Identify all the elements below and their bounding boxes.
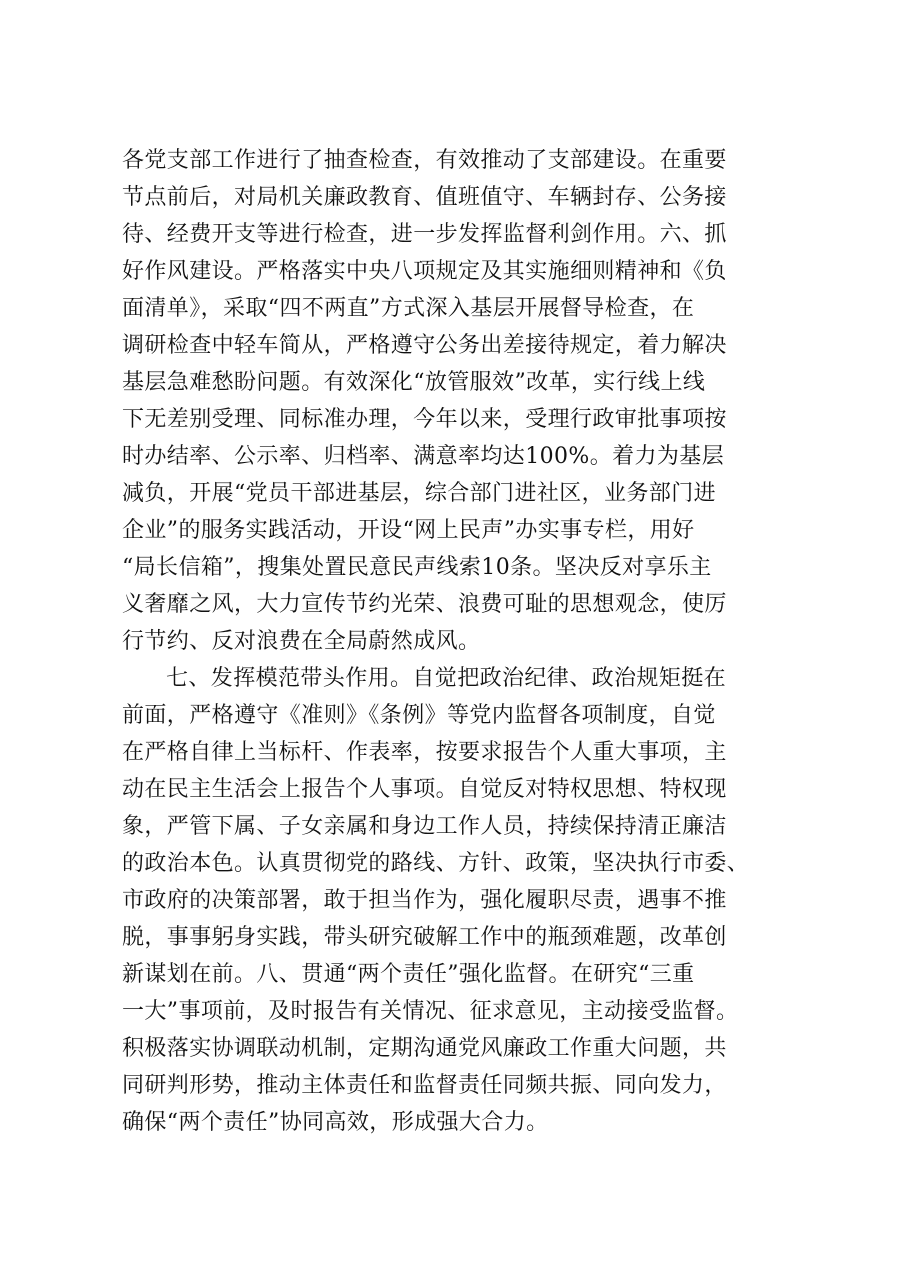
paragraph-line: 动在民主生活会上报告个人事项。自觉反对特权思想、特权现 (122, 777, 727, 802)
paragraph-line: 象，严管下属、子女亲属和身边工作人员，持续保持清正廉洁 (122, 814, 727, 839)
paragraph-line: 新谋划在前。八、贯通“两个责任”强化监督。在研究“三重 (122, 962, 695, 987)
paragraph-line: 节点前后，对局机关廉政教育、值班值守、车辆封存、公务接 (122, 185, 727, 210)
paragraph-line: 同研判形势，推动主体责任和监督责任同频共振、同向发力， (122, 1073, 727, 1098)
paragraph-line: 确保“两个责任”协同高效，形成强大合力。 (122, 1110, 549, 1135)
paragraph-line: 各党支部工作进行了抽查检查，有效推动了支部建设。在重要 (122, 148, 727, 173)
paragraph-line: 调研检查中轻车简从，严格遵守公务出差接待规定，着力解决 (122, 333, 727, 358)
paragraph-line: 在严格自律上当标杆、作表率，按要求报告个人重大事项，主 (122, 740, 727, 765)
paragraph-line: 一大”事项前，及时报告有关情况、征求意见，主动接受监督。 (122, 999, 739, 1024)
paragraph-line: 下无差别受理、同标准办理，今年以来，受理行政审批事项按 (122, 407, 727, 432)
paragraph-line: 好作风建设。严格落实中央八项规定及其实施细则精神和《负 (122, 259, 727, 284)
paragraph-line: 时办结率、公示率、归档率、满意率均达100%。着力为基层 (122, 444, 725, 469)
paragraph-line: 基层急难愁盼问题。有效深化“放管服效”改革，实行线上线 (122, 370, 706, 395)
paragraph-line: 面清单》，采取“四不两直”方式深入基层开展督导检查，在 (122, 296, 695, 321)
paragraph-line: 市政府的决策部署，敢于担当作为，强化履职尽责，遇事不推 (122, 888, 727, 913)
paragraph-line: 脱，事事躬身实践，带头研究破解工作中的瓶颈难题，改革创 (122, 925, 727, 950)
paragraph-first-line: 七、发挥模范带头作用。自觉把政治纪律、政治规矩挺在 (166, 666, 727, 691)
document-body (122, 142, 822, 1141)
paragraph-line: 前面，严格遵守《准则》《条例》等党内监督各项制度，自觉 (122, 703, 716, 728)
paragraph-line: “局长信箱”，搜集处置民意民声线索10条。坚决反对享乐主 (122, 555, 712, 580)
paragraph-line: 义奢靡之风，大力宣传节约光荣、浪费可耻的思想观念，使厉 (122, 592, 727, 617)
paragraph-line: 企业”的服务实践活动，开设“网上民声”办实事专栏，用好 (122, 518, 695, 543)
paragraph-line: 行节约、反对浪费在全局蔚然成风。 (122, 629, 481, 654)
paragraph-line: 减负，开展“党员干部进基层，综合部门进社区，业务部门进 (122, 481, 717, 506)
paragraph-line: 待、经费开支等进行检查，进一步发挥监督利剑作用。六、抓 (122, 222, 727, 247)
paragraph-line: 的政治本色。认真贯彻党的路线、方针、政策，坚决执行市委、 (122, 851, 750, 876)
paragraph-line: 积极落实协调联动机制，定期沟通党风廉政工作重大问题，共 (122, 1036, 727, 1061)
